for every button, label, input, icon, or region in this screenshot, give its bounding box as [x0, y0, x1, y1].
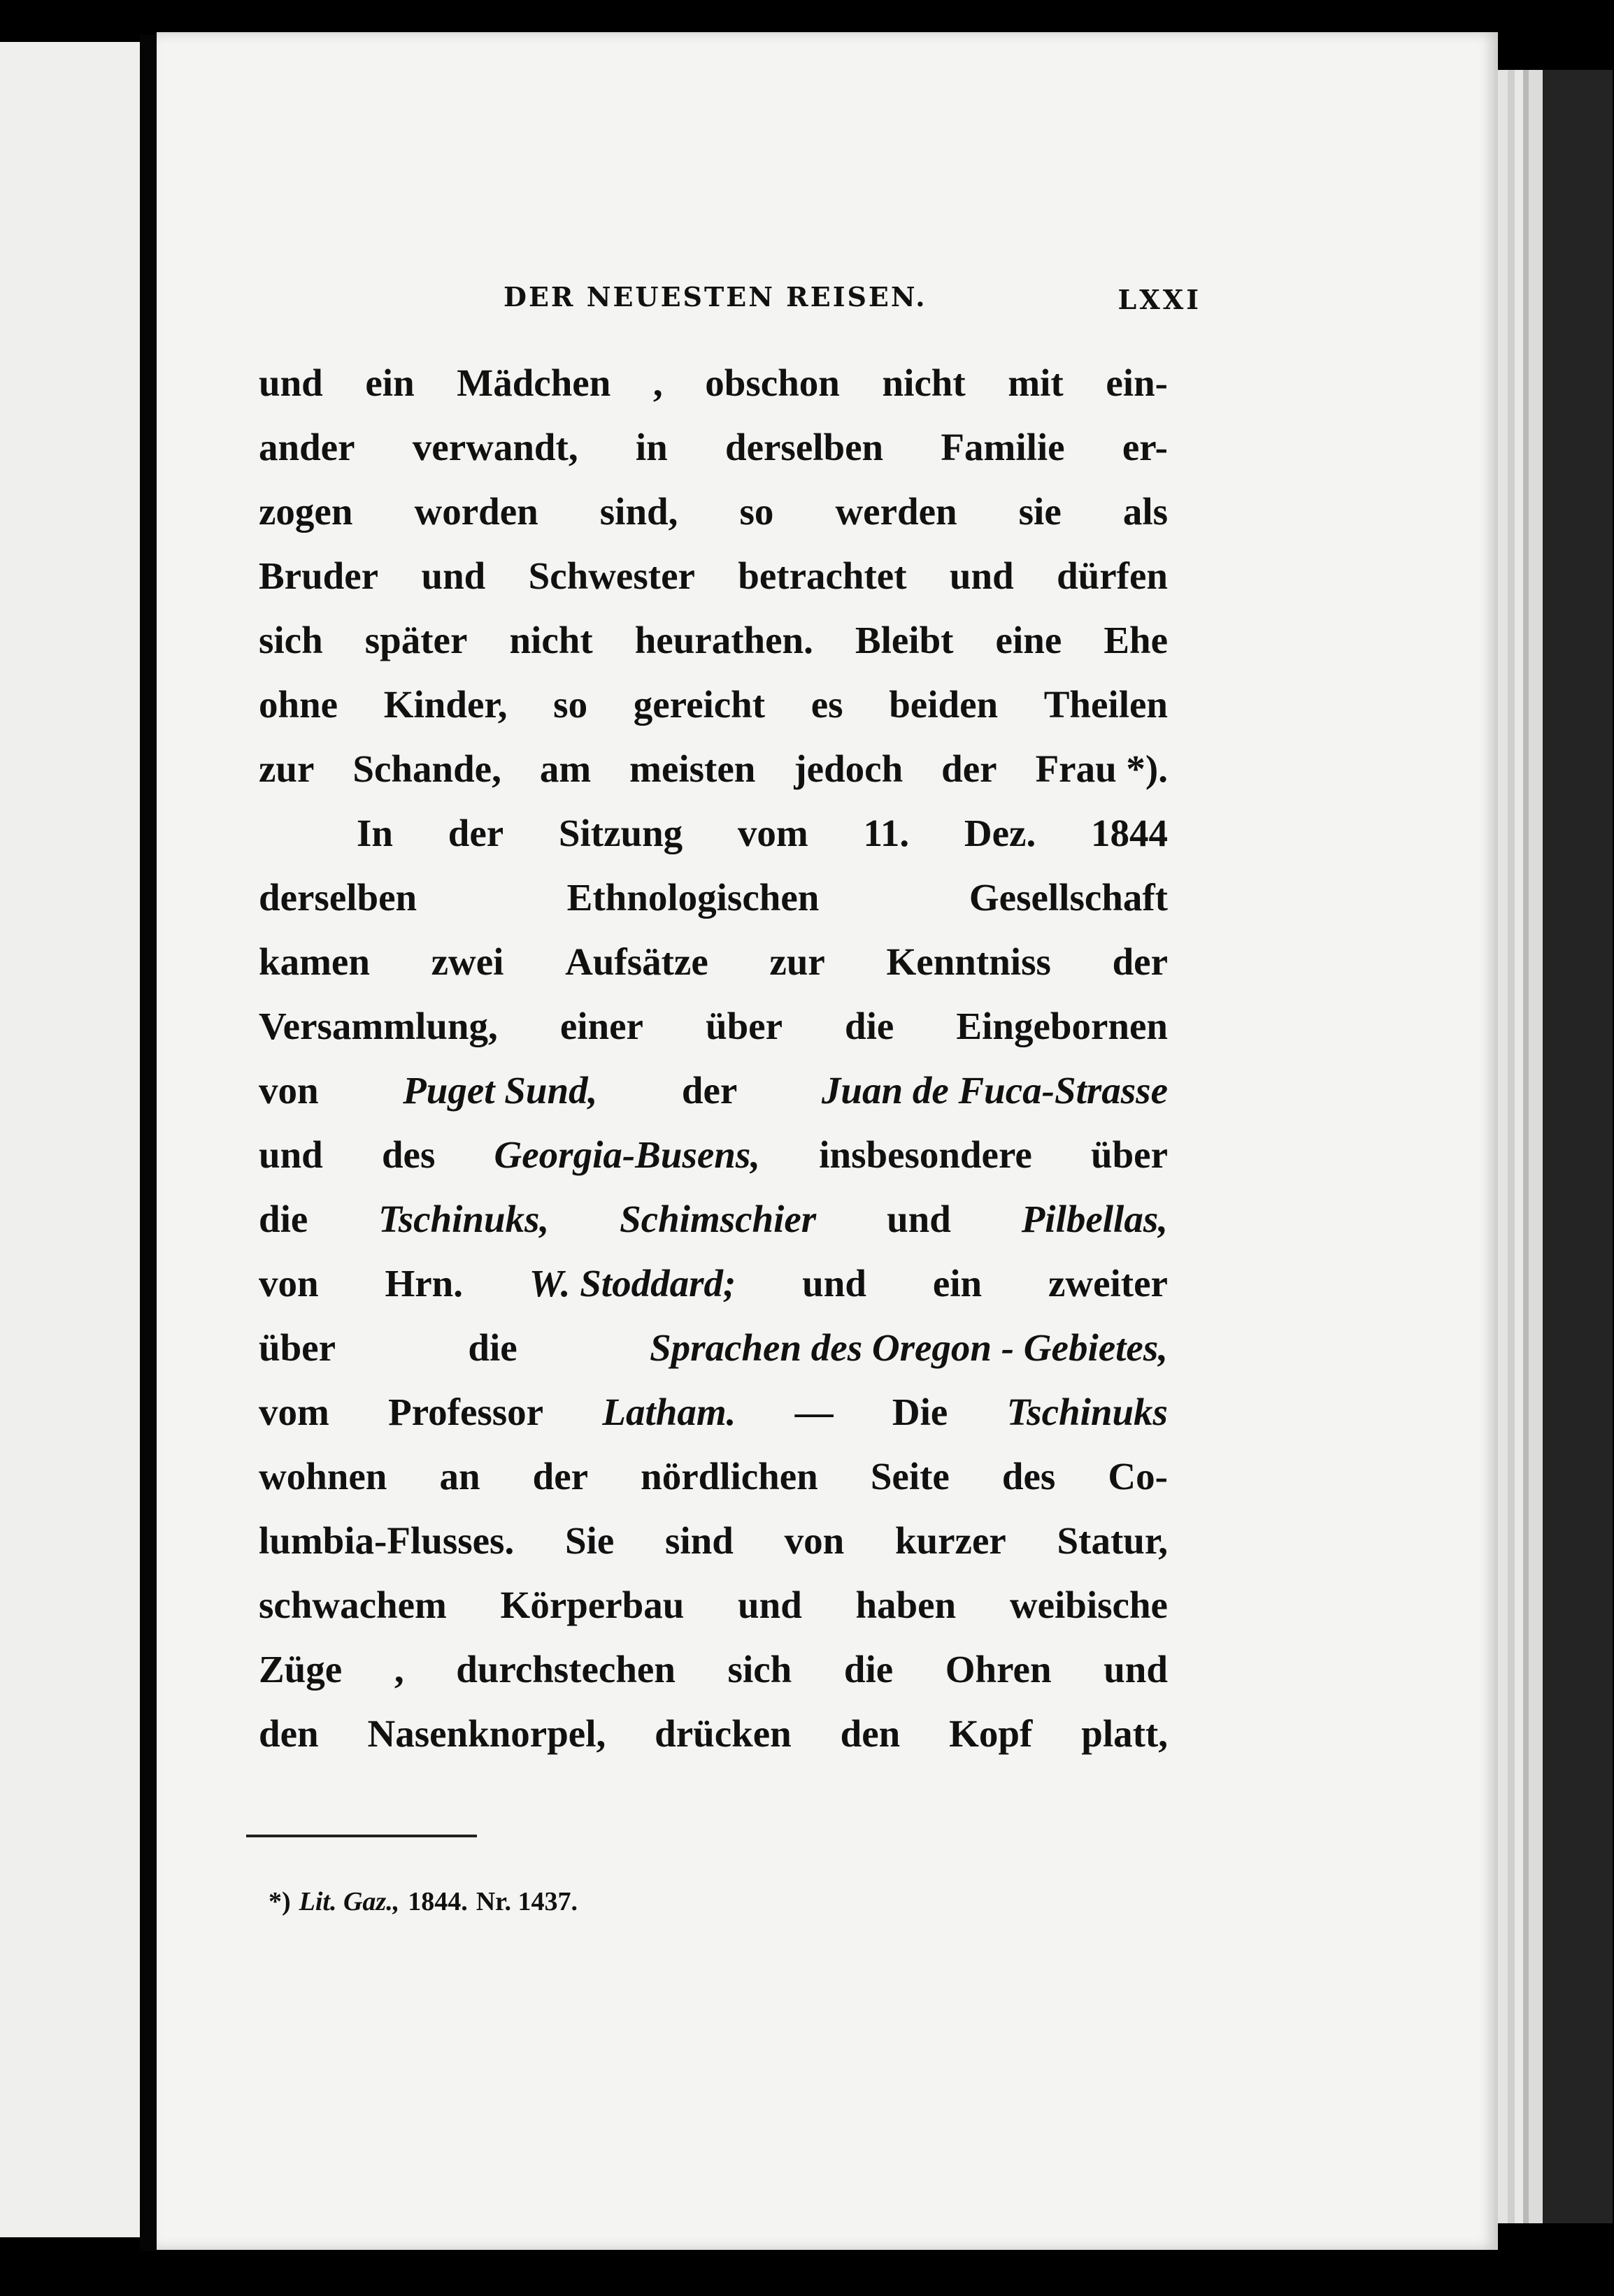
word: und: [259, 361, 323, 404]
word: Pilbellas,: [1021, 1198, 1168, 1240]
word: Ohren: [945, 1648, 1052, 1691]
word: Seite: [870, 1455, 950, 1498]
word: Die: [892, 1391, 948, 1433]
word: weibische: [1009, 1584, 1168, 1626]
word: Kenntniss: [886, 940, 1051, 983]
word: obschon: [705, 361, 840, 404]
word: und: [421, 554, 486, 597]
body-text: [259, 351, 1168, 1766]
word: Co-: [1108, 1455, 1168, 1498]
word: Versammlung,: [259, 1005, 498, 1047]
text-line: [259, 866, 1168, 930]
word: es: [810, 683, 843, 726]
word: Tschinuks,: [378, 1198, 550, 1240]
word: über: [1091, 1133, 1168, 1176]
word: sie: [1018, 490, 1062, 533]
word: Georgia-Busens,: [494, 1133, 761, 1176]
word: Professor: [388, 1391, 544, 1433]
page-number: LXXI: [1117, 284, 1201, 315]
page-stack-edge: [1523, 70, 1529, 2223]
word: drücken: [655, 1712, 792, 1755]
word: den: [259, 1712, 319, 1755]
footnote-source: Lit. Gaz.,: [299, 1887, 400, 1916]
word: ein: [932, 1262, 983, 1305]
text-line: [259, 1444, 1168, 1509]
footnote-marker: *): [269, 1887, 291, 1916]
word: sind: [665, 1519, 734, 1562]
word: Kopf: [949, 1712, 1033, 1755]
word: mit: [1008, 361, 1064, 404]
word: kurzer: [894, 1519, 1006, 1562]
word: der: [448, 812, 504, 854]
word: von: [259, 1069, 319, 1112]
running-header: DER NEUESTEN REISEN.: [504, 281, 927, 313]
word: sich: [259, 619, 323, 661]
word: nicht: [509, 619, 593, 661]
word: meisten: [629, 747, 756, 790]
word: der: [532, 1455, 589, 1498]
word: sind,: [599, 490, 678, 533]
word: Ethnologischen: [566, 876, 820, 919]
word: Hrn.: [385, 1262, 463, 1305]
text-line: [259, 673, 1168, 737]
word: Frau *).: [1035, 747, 1168, 790]
word: ein-: [1106, 361, 1168, 404]
footnote-year: 1844.: [408, 1887, 468, 1916]
page-gutter: [140, 35, 157, 2251]
word: von: [259, 1262, 319, 1305]
word: in: [635, 426, 668, 468]
word: Nasenknorpel,: [367, 1712, 606, 1755]
footnote: [269, 1886, 968, 1917]
word: ,: [652, 361, 663, 404]
word: zweiter: [1048, 1262, 1168, 1305]
word: Schande,: [352, 747, 501, 790]
text-line: [259, 1509, 1168, 1573]
word: und: [887, 1198, 951, 1240]
word: und: [802, 1262, 866, 1305]
word: dürfen: [1057, 554, 1168, 597]
word: Theilen: [1043, 683, 1168, 726]
word: von: [784, 1519, 845, 1562]
word: ,: [394, 1648, 404, 1691]
word: als: [1122, 490, 1168, 533]
word: über: [705, 1005, 783, 1047]
footnote-number: Nr. 1437.: [476, 1887, 578, 1916]
word: Juan de Fuca-Strasse: [821, 1069, 1168, 1112]
word: und: [738, 1584, 802, 1626]
word: 1844: [1090, 812, 1168, 854]
word: W. Stoddard;: [529, 1262, 736, 1305]
word: Schimschier: [620, 1198, 817, 1240]
word: wohnen: [259, 1455, 387, 1498]
word: worden: [414, 490, 538, 533]
word: Ehe: [1104, 619, 1168, 661]
text-line: [259, 415, 1168, 480]
word: Sitzung: [558, 812, 683, 854]
word: Mädchen: [457, 361, 611, 404]
word: —: [794, 1391, 834, 1433]
previous-page-edge: [0, 42, 140, 2237]
page-stack-edge: [1515, 70, 1523, 2223]
word: sich: [727, 1648, 792, 1691]
word: Körperbau: [500, 1584, 685, 1626]
word: über: [259, 1326, 336, 1369]
word: zogen: [259, 490, 353, 533]
text-line: [259, 608, 1168, 673]
word: und: [1104, 1648, 1168, 1691]
word: so: [739, 490, 774, 533]
word: der: [681, 1069, 738, 1112]
text-line: [259, 1380, 1168, 1444]
word: die: [843, 1648, 894, 1691]
word: derselben: [259, 876, 417, 919]
word: Schwester: [528, 554, 695, 597]
word: Familie: [941, 426, 1065, 468]
text-line: [259, 544, 1168, 608]
word: gereicht: [633, 683, 766, 726]
word: nördlichen: [641, 1455, 818, 1498]
word: am: [539, 747, 592, 790]
word: die: [468, 1326, 517, 1369]
word: insbesondere: [819, 1133, 1032, 1176]
word: jedoch: [794, 747, 904, 790]
word: Bruder: [259, 554, 379, 597]
text-line: [259, 1702, 1168, 1766]
word: 11.: [863, 812, 910, 854]
word: zur: [259, 747, 315, 790]
text-line: [259, 1637, 1168, 1702]
word: die: [259, 1198, 308, 1240]
word: der: [1112, 940, 1168, 983]
word: der: [941, 747, 997, 790]
word: Eingebornen: [956, 1005, 1168, 1047]
word: platt,: [1081, 1712, 1168, 1755]
word: eine: [995, 619, 1062, 661]
text-line: [259, 1573, 1168, 1637]
word: werden: [835, 490, 957, 533]
word: Züge: [259, 1648, 343, 1691]
word: an: [439, 1455, 480, 1498]
word: Aufsätze: [565, 940, 708, 983]
word: Sie: [564, 1519, 615, 1562]
book-cover-edge: [1543, 70, 1613, 2223]
word: Gesellschaft: [969, 876, 1168, 919]
word: Statur,: [1057, 1519, 1168, 1562]
paragraph-start-line: [259, 801, 1168, 866]
word: Bleibt: [855, 619, 954, 661]
word: lumbia-Flusses.: [259, 1519, 515, 1562]
word: einer: [559, 1005, 643, 1047]
text-line: [259, 351, 1168, 415]
word: heurathen.: [634, 619, 813, 661]
footnote-rule: [246, 1835, 477, 1837]
word: In: [357, 812, 393, 854]
text-line: [259, 1316, 1168, 1380]
word: nicht: [882, 361, 966, 404]
word: vom: [259, 1391, 329, 1433]
word: Latham.: [602, 1391, 736, 1433]
text-line: [259, 737, 1168, 801]
word: kamen: [259, 940, 370, 983]
word: beiden: [889, 683, 999, 726]
word: haben: [855, 1584, 957, 1626]
word: Sprachen des Oregon - Gebietes,: [650, 1326, 1168, 1369]
word: schwachem: [259, 1584, 447, 1626]
word: ein: [365, 361, 415, 404]
word: vom: [737, 812, 808, 854]
page-stack-edge: [1508, 70, 1515, 2223]
word: die: [845, 1005, 894, 1047]
word: durchstechen: [456, 1648, 676, 1691]
word: derselben: [725, 426, 884, 468]
text-line: [259, 480, 1168, 544]
word: verwandt,: [412, 426, 578, 468]
text-line: [259, 1251, 1168, 1316]
word: zwei: [431, 940, 504, 983]
word: Tschinuks: [1006, 1391, 1168, 1433]
word: des: [1001, 1455, 1056, 1498]
word: ander: [259, 426, 355, 468]
text-line: [259, 1059, 1168, 1123]
word: Puget Sund,: [403, 1069, 598, 1112]
page-stack-edge: [1529, 70, 1543, 2223]
word: ohne: [259, 683, 338, 726]
word: betrachtet: [738, 554, 907, 597]
word: und: [259, 1133, 323, 1176]
page-stack-edge: [1498, 70, 1508, 2223]
word: Dez.: [964, 812, 1036, 854]
text-line: [259, 1187, 1168, 1251]
word: und: [949, 554, 1014, 597]
word: so: [553, 683, 588, 726]
text-line: [259, 1123, 1168, 1187]
word: den: [840, 1712, 901, 1755]
word: er-: [1122, 426, 1168, 468]
word: später: [364, 619, 468, 661]
word: Kinder,: [383, 683, 508, 726]
word: des: [381, 1133, 436, 1176]
text-line: [259, 930, 1168, 994]
text-line: [259, 994, 1168, 1059]
word: zur: [769, 940, 825, 983]
